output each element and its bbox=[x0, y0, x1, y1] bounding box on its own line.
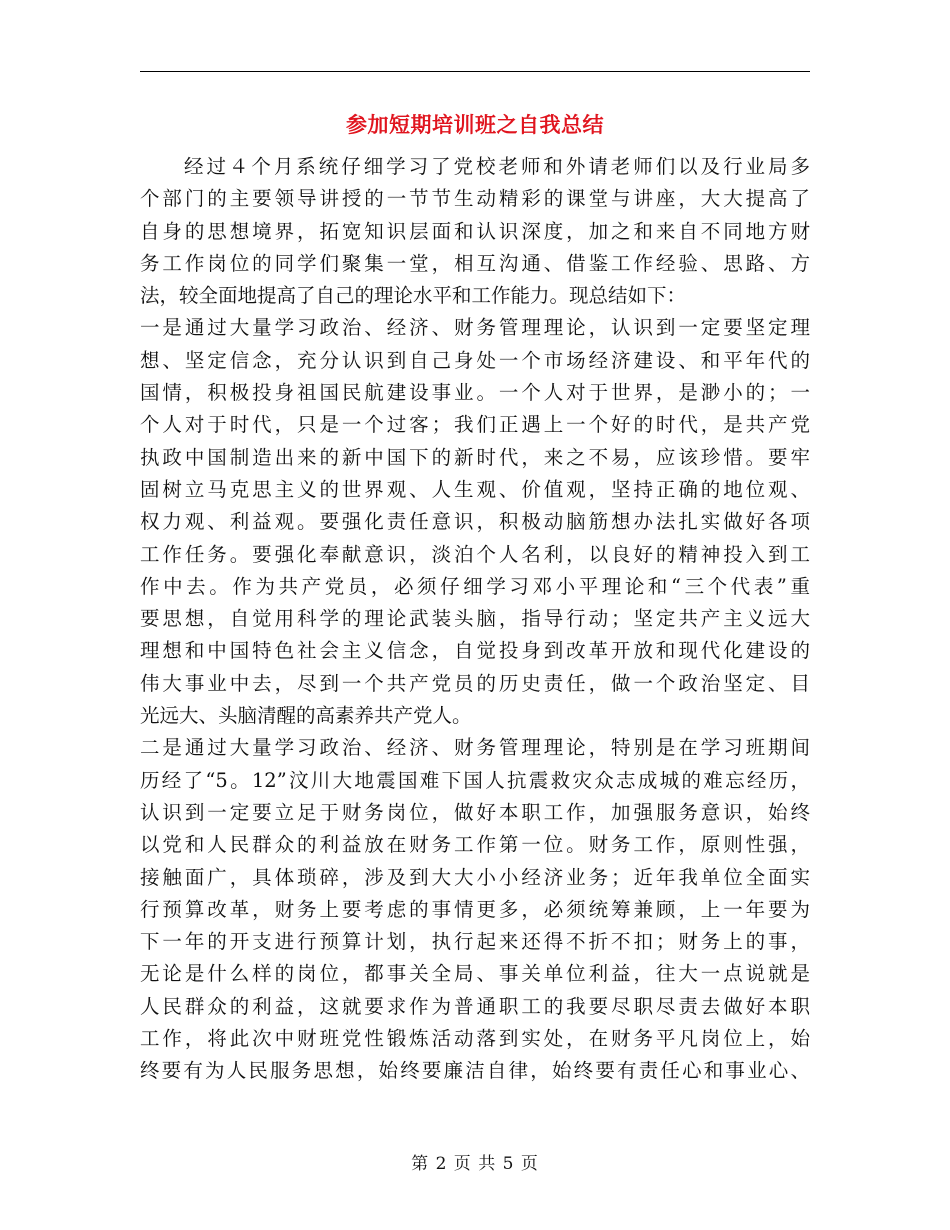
text-line: 工作，将此次中财班党性锻炼活动落到实处，在财务平凡岗位上，始 bbox=[140, 1027, 810, 1051]
text-line: 无论是什么样的岗位，都事关全局、事关单位利益，往大一点说就是 bbox=[140, 962, 810, 986]
text-line: 务工作岗位的同学们聚集一堂，相互沟通、借鉴工作经验、思路、方 bbox=[140, 251, 810, 275]
header-rule bbox=[140, 71, 810, 72]
text-line: 工作任务。要强化奉献意识，淡泊个人名利，以良好的精神投入到工 bbox=[140, 542, 810, 566]
text-line: 要思想，自觉用科学的理论武装头脑，指导行动；坚定共产主义远大 bbox=[140, 607, 810, 631]
document-body bbox=[140, 151, 810, 1088]
text-line: 固树立马克思主义的世界观、人生观、价值观，坚持正确的地位观、 bbox=[140, 477, 810, 501]
text-line: 下一年的开支进行预算计划，执行起来还得不折不扣；财务上的事， bbox=[140, 930, 810, 954]
text-line: 权力观、利益观。要强化责任意识，积极动脑筋想办法扎实做好各项 bbox=[140, 510, 810, 534]
text-line: 认识到一定要立足于财务岗位，做好本职工作，加强服务意识，始终 bbox=[140, 800, 810, 824]
text-line: 光远大、头脑清醒的高素养共产党人。 bbox=[140, 704, 472, 728]
text-line: 经过４个月系统仔细学习了党校老师和外请老师们以及行业局多 bbox=[184, 155, 810, 178]
text-line: 个部门的主要领导讲授的一节节生动精彩的课堂与讲座，大大提高了 bbox=[140, 187, 810, 211]
text-line: 一是通过大量学习政治、经济、财务管理理论，认识到一定要坚定理 bbox=[140, 316, 810, 340]
text-line: 接触面广，具体琐碎，涉及到大大小小经济业务；近年我单位全面实 bbox=[140, 865, 810, 889]
text-line: 历经了“5。12”汶川大地震国难下国人抗震救灾众志成城的难忘经历， bbox=[140, 768, 810, 792]
text-line: 人民群众的利益，这就要求作为普通职工的我要尽职尽责去做好本职 bbox=[140, 994, 810, 1018]
text-line: 行预算改革，财务上要考虑的事情更多，必须统筹兼顾，上一年要为 bbox=[140, 897, 810, 921]
text-line: 二是通过大量学习政治、经济、财务管理理论，特别是在学习班期间 bbox=[140, 736, 810, 760]
page-number-footer: 第 2 页 共 5 页 bbox=[411, 1154, 539, 1174]
text-line: 执政中国制造出来的新中国下的新时代，来之不易，应该珍惜。要牢 bbox=[140, 445, 810, 469]
text-line: 法，较全面地提高了自己的理论水平和工作能力。现总结如下： bbox=[140, 284, 687, 308]
text-line: 想、坚定信念，充分认识到自己身处一个市场经济建设、和平年代的 bbox=[140, 348, 810, 372]
text-line: 个人对于时代，只是一个过客；我们正遇上一个好的时代，是共产党 bbox=[140, 413, 810, 437]
text-line: 作中去。作为共产党员，必须仔细学习邓小平理论和“三个代表”重 bbox=[140, 574, 810, 598]
text-line: 以党和人民群众的利益放在财务工作第一位。财务工作，原则性强， bbox=[140, 833, 810, 857]
text-line: 终要有为人民服务思想，始终要廉洁自律，始终要有责任心和事业心、 bbox=[140, 1059, 810, 1083]
text-line: 伟大事业中去，尽到一个共产党员的历史责任，做一个政治坚定、目 bbox=[140, 671, 810, 695]
text-line: 自身的思想境界，拓宽知识层面和认识深度，加之和来自不同地方财 bbox=[140, 219, 810, 243]
document-title: 参加短期培训班之自我总结 bbox=[346, 112, 604, 137]
text-line: 理想和中国特色社会主义信念，自觉投身到改革开放和现代化建设的 bbox=[140, 639, 810, 663]
text-line: 国情，积极投身祖国民航建设事业。一个人对于世界，是渺小的；一 bbox=[140, 381, 810, 405]
